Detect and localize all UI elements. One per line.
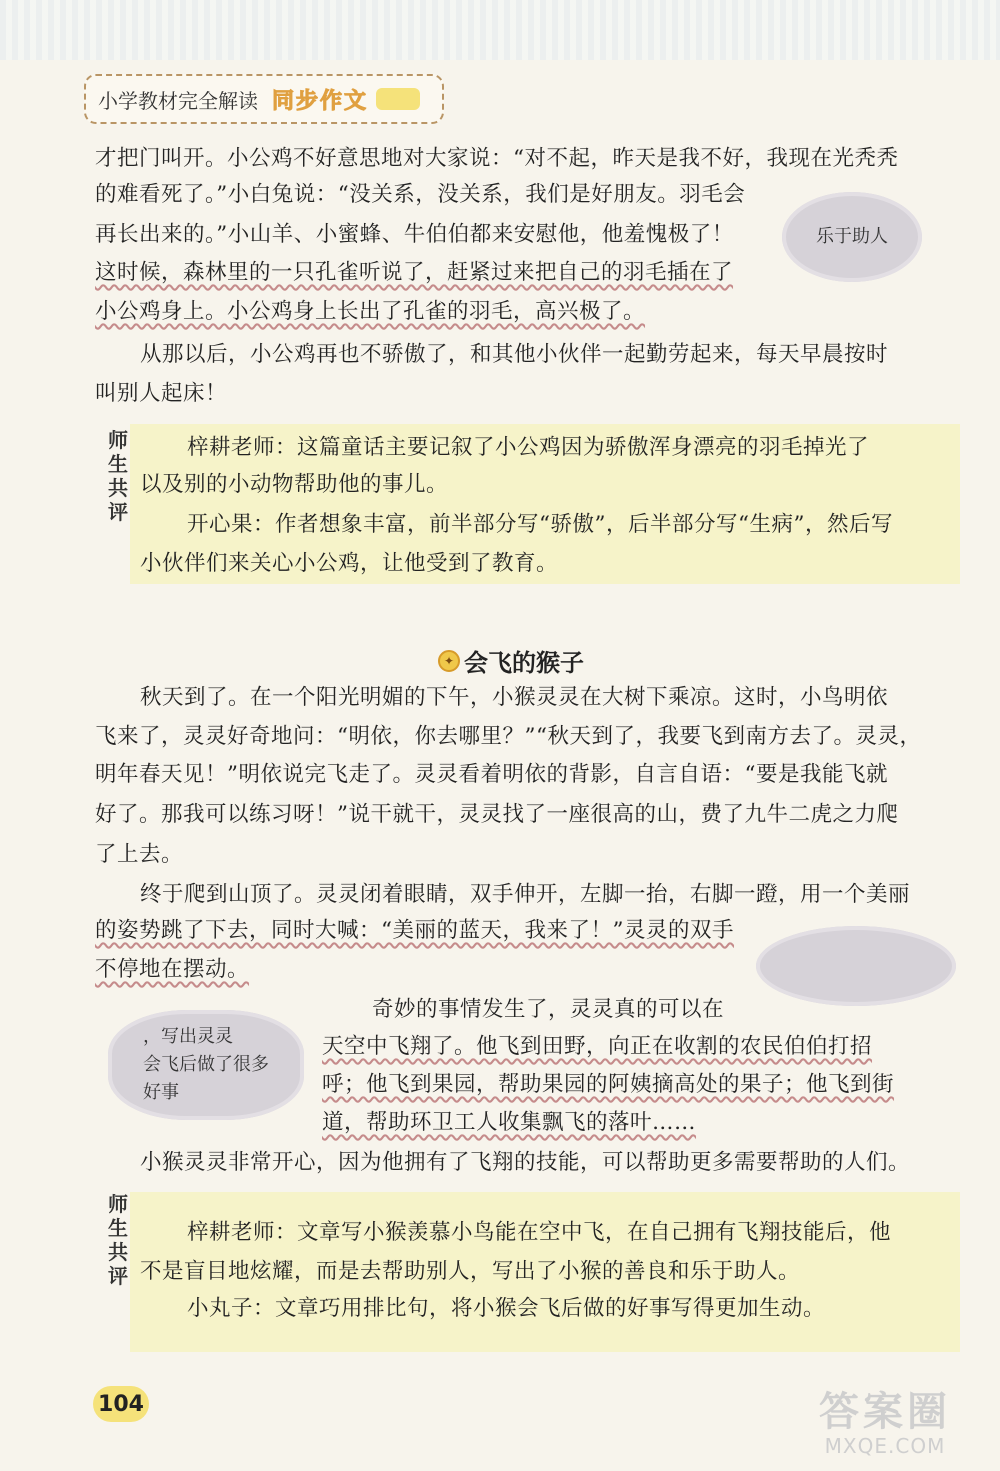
watermark: 答案圈 MXQE.COM [819, 1389, 951, 1458]
review-side-label: 师 生 共 评 [108, 1192, 128, 1288]
top-decorative-band [0, 0, 1000, 60]
story2-line: 呼；他飞到果园，帮助果园的阿姨摘高处的果子；他飞到街 [322, 1072, 895, 1097]
section-title [438, 643, 584, 678]
story2-line: 道，帮助环卫工人收集飘飞的落叶…… [322, 1110, 697, 1135]
story2-line: 好了。那我可以练习呀！”说干就干，灵灵找了一座很高的山，费了九牛二虎之力爬 [95, 802, 899, 827]
story1-line: 的难看死了。”小白兔说：“没关系，没关系，我们是好朋友。羽毛会 [95, 182, 746, 207]
bubble-text: ，写出灵灵 会飞后做了很多 好事 [143, 1026, 269, 1103]
story1-line: 再长出来的。”小山羊、小蜜蜂、牛伯伯都来安慰他，他羞愧极了！ [95, 222, 734, 247]
review2-line: 不是盲目地炫耀，而是去帮助别人，写出了小猴的善良和乐于助人。 [140, 1259, 801, 1284]
bubble-text: 乐于助人 [816, 226, 888, 247]
story2-line: 天空中飞翔了。他飞到田野，向正在收割的农民伯伯打招 [322, 1034, 873, 1059]
story2-line: 奇妙的事情发生了，灵灵真的可以在 [372, 997, 725, 1022]
review1-line: 开心果：作者想象丰富，前半部分写“骄傲”，后半部分写“生病”，然后写 [187, 512, 893, 537]
comment-bubble [782, 192, 922, 282]
story2-line: 的姿势跳了下去，同时大喊：“美丽的蓝天，我来了！”灵灵的双手 [95, 918, 734, 943]
review-side-label: 师 生 共 评 [108, 428, 128, 524]
section-title-text: 会飞的猴子 [464, 649, 584, 677]
review2-line: 小丸子：文章巧用排比句，将小猴会飞后做的好事写得更加生动。 [187, 1296, 826, 1321]
header-decoration [376, 88, 420, 110]
book-tag: 同步作文 [272, 88, 369, 114]
comment-bubble [108, 1010, 304, 1120]
story2-line: 飞来了，灵灵好奇地问：“明依，你去哪里？”“秋天到了，我要飞到南方去了。灵灵， [95, 724, 922, 749]
story1-line: 叫别人起床！ [95, 381, 228, 406]
book-title: 小学教材完全解读 [98, 88, 258, 113]
story2-line: 不停地在摆动。 [95, 957, 250, 982]
review1-line: 梓耕老师：这篇童话主要记叙了小公鸡因为骄傲浑身漂亮的羽毛掉光了 [187, 435, 870, 460]
page-number: 104 [93, 1386, 149, 1422]
story2-line: 了上去。 [95, 842, 184, 867]
section-title-icon: ✦ [438, 650, 460, 672]
comment-bubble-empty [756, 926, 956, 1006]
story2-line: 小猴灵灵非常开心，因为他拥有了飞翔的技能，可以帮助更多需要帮助的人们。 [140, 1150, 911, 1175]
story1-line: 从那以后，小公鸡再也不骄傲了，和其他小伙伴一起勤劳起来，每天早晨按时 [140, 342, 889, 367]
review2-line: 梓耕老师：文章写小猴羡慕小鸟能在空中飞，在自己拥有飞翔技能后，他 [187, 1220, 892, 1245]
story1-line: 才把门叫开。小公鸡不好意思地对大家说：“对不起，昨天是我不好，我现在光秃秃 [95, 146, 899, 171]
story2-line: 明年春天见！”明依说完飞走了。灵灵看着明依的背影，自言自语：“要是我能飞就 [95, 762, 888, 787]
story1-line: 小公鸡身上。小公鸡身上长出了孔雀的羽毛，高兴极了。 [95, 299, 646, 324]
story2-line: 秋天到了。在一个阳光明媚的下午，小猴灵灵在大树下乘凉。这时，小鸟明依 [140, 685, 889, 710]
review1-line: 小伙伴们来关心小公鸡，让他受到了教育。 [140, 551, 559, 576]
story1-line: 这时候，森林里的一只孔雀听说了，赶紧过来把自己的羽毛插在了 [95, 260, 734, 285]
review1-line: 以及别的小动物帮助他的事儿。 [140, 472, 449, 497]
story2-line: 终于爬到山顶了。灵灵闭着眼睛，双手伸开，左脚一抬，右脚一蹬，用一个美丽 [140, 882, 911, 907]
page-header [84, 74, 444, 124]
